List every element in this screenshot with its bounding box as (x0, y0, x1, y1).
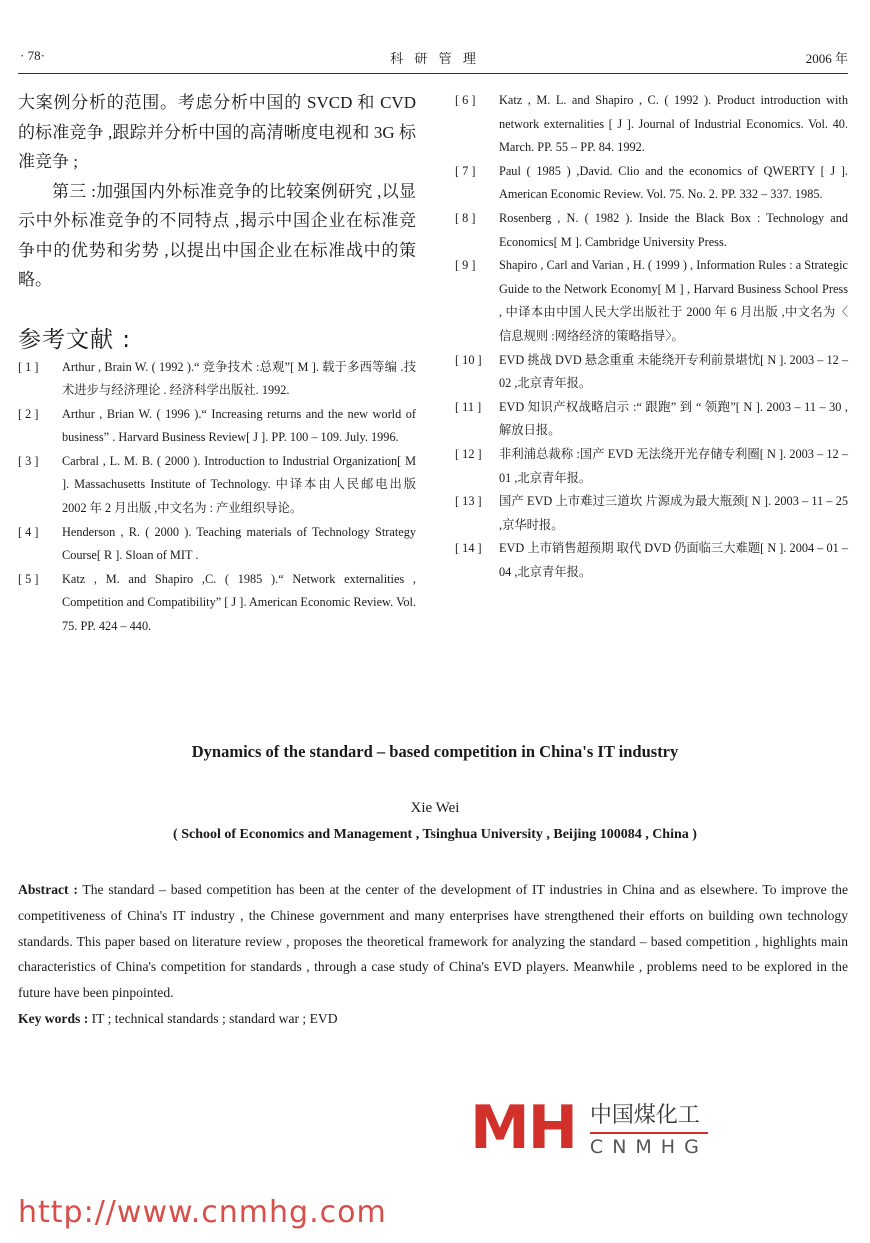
english-title: Dynamics of the standard – based competition in China's IT industry (191, 742, 679, 761)
reference-item (455, 537, 848, 584)
reference-text: Katz , M. L. and Shapiro , C. ( 1992 ). Product introduction with network externalities [ J ]. Journal of Industrial Economics. Vol. 40. March. PP. 55 – PP. 84. 1992. (499, 93, 848, 155)
reference-item (455, 490, 848, 537)
reference-item (455, 396, 848, 443)
reference-number: [ 14 ] (455, 541, 482, 556)
logo (470, 1093, 708, 1163)
reference-item (455, 89, 848, 160)
reference-item (18, 568, 416, 639)
reference-number: [ 4 ] (18, 524, 39, 539)
reference-item (455, 443, 848, 490)
logo-cn: 中国煤化工 (590, 1098, 708, 1134)
reference-number: [ 9 ] (455, 258, 476, 273)
reference-text: EVD 挑战 DVD 悬念重重 未能绕开专利前景堪忧[ N ]. 2003 – 12 – 02 ,北京青年报。 (499, 352, 848, 391)
year: 2006 年 (805, 51, 848, 66)
reference-text: Katz , M. and Shapiro ,C. ( 1985 ).“ Network externalities , Competition and Compatibility” [ J ]. American Economic Review. Vol. 75. PP. 424 – 440. (62, 571, 416, 634)
reference-text: EVD 知识产权战略启示 :“ 跟跑” 到 “ 领跑”[ N ]. 2003 – 11 – 30 ,解放日报。 (499, 399, 848, 438)
body-paragraph: 大案例分析的范围。考虑分析中国的 SVCD 和 CVD 的标准竞争 ,跟踪并分析中国的高清晰度电视和 3G 标准竞争 ; (18, 93, 416, 171)
body-paragraph: 第三 :加强国内外标准竞争的比较案例研究 ,以显示中外标准竞争的不同特点 ,揭示中国企业在标准竞争中的优势和劣势 ,以提出中国企业在标准战中的策略。 (18, 181, 416, 289)
reference-number: [ 1 ] (18, 359, 39, 374)
reference-number: [ 8 ] (455, 210, 476, 225)
reference-number: [ 2 ] (18, 406, 39, 421)
logo-en: CNMHG (589, 1136, 708, 1158)
reference-text: Arthur , Brain W. ( 1992 ).“ 竞争技术 :总观”[ M ]. 载于多西等编 .技术进步与经济理论 . 经济科学出版社. 1992. (62, 359, 416, 398)
reference-item (18, 521, 416, 568)
right-column (455, 89, 848, 584)
watermark: http://www.cnmhg.com (18, 1195, 387, 1230)
header-rule (18, 73, 848, 74)
reference-text: Shapiro , Carl and Varian , H. ( 1999 ) , Information Rules : a Strategic Guide to the Network Economy[ M ] , Harvard Business School Press , 中译本由中国人民大学出版社于 2000 年 6 月出版 ,中文名为〈 信息规则 :网络经济的策略指导〉。 (499, 258, 848, 343)
reference-list (18, 356, 416, 639)
reference-text: Carbral , L. M. B. ( 2000 ). Introduction to Industrial Organization[ M ]. Massachusetts Institute of Technology. 中译本由人民邮电出版 2002 年 2 月出版 ,中文名为 : 产业组织导论。 (62, 453, 416, 516)
left-column (18, 88, 416, 639)
reference-number: [ 7 ] (455, 163, 476, 178)
journal-name: 科 研 管 理 (390, 51, 480, 66)
reference-text: Paul ( 1985 ) ,David. Clio and the economics of QWERTY [ J ]. American Economic Review. Vol. 75. No. 2. PP. 332 – 337. 1985. (499, 163, 848, 202)
reference-number: [ 13 ] (455, 494, 482, 509)
reference-text: 国产 EVD 上市难过三道坎 片源成为最大瓶颈[ N ]. 2003 – 11 – 25 ,京华时报。 (499, 494, 848, 532)
reference-text: Henderson , R. ( 2000 ). Teaching materials of Technology Strategy Course[ R ]. Sloan of MIT . (62, 524, 416, 563)
page-number: · 78· (20, 48, 45, 63)
reference-item (455, 207, 848, 254)
abstract-text: The standard – based competition has been at the center of the development of IT industries in China and as elsewhere. To improve the competitiveness of China's IT industry , the Chinese government and many enterprises have strengthened their efforts on building own technology standards. This paper based on literature review , proposes the theoretical framework for analyzing the standard – based competition , highlights main characteristics of China's competition for standards , through a case study of China's EVD players. Meanwhile , problems need to be explored in the future have been pinpointed. (18, 882, 848, 1001)
reference-text: Arthur , Brian W. ( 1996 ).“ Increasing returns and the new world of business” . Harvard Business Review[ J ]. PP. 100 – 109. July. 1996. (62, 406, 416, 445)
reference-text: EVD 上市销售超预期 取代 DVD 仍面临三大难题[ N ]. 2004 – 01 – 04 ,北京青年报。 (499, 541, 848, 579)
keywords-text: IT ; technical standards ; standard war ; EVD (91, 1010, 338, 1026)
reference-text: Rosenberg , N. ( 1982 ). Inside the Black Box : Technology and Economics[ M ]. Cambridge University Press. (499, 210, 848, 249)
reference-list (455, 89, 848, 584)
reference-number: [ 5 ] (18, 571, 39, 586)
reference-number: [ 11 ] (455, 399, 482, 414)
keywords-label: Key words : (18, 1010, 89, 1026)
reference-item (18, 450, 416, 521)
references-heading: 参考文献 : (18, 326, 132, 353)
reference-number: [ 3 ] (18, 453, 39, 468)
reference-item (18, 356, 416, 403)
reference-item (18, 403, 416, 450)
abstract (18, 877, 848, 1032)
author: Xie Wei (410, 800, 460, 816)
reference-item (455, 349, 848, 396)
logo-mark: MH (470, 1093, 576, 1163)
reference-item (455, 160, 848, 207)
reference-text: 非利浦总裁称 :国产 EVD 无法绕开光存储专利圈[ N ]. 2003 – 12 – 01 ,北京青年报。 (499, 446, 848, 485)
affiliation: ( School of Economics and Management , Tsinghua University , Beijing 100084 , China ) (173, 827, 697, 842)
abstract-label: Abstract : (18, 882, 78, 897)
reference-number: [ 10 ] (455, 352, 482, 367)
reference-number: [ 6 ] (455, 93, 476, 107)
reference-number: [ 12 ] (455, 446, 482, 461)
reference-item (455, 254, 848, 348)
